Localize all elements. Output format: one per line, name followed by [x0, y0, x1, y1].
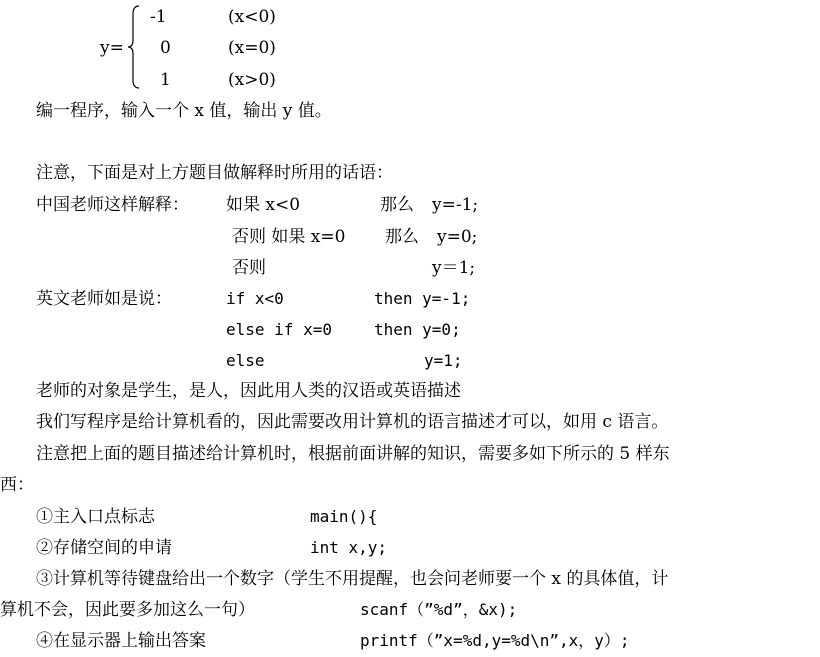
cn-line-result: y=0;	[437, 227, 478, 247]
item-label: ③计算机等待键盘给出一个数字（学生不用提醒，也会问老师要一个 x 的具体值，计	[36, 569, 669, 589]
note-intro: 注意，下面是对上方题目做解释时所用的话语：	[36, 163, 393, 183]
case-condition: (x<0)	[228, 7, 276, 27]
case-condition: (x=0)	[228, 38, 276, 58]
case-condition: (x>0)	[228, 70, 276, 90]
en-line-condition: else	[226, 351, 265, 370]
formula-lhs: y=	[100, 38, 124, 58]
en-line-then: y=1;	[424, 351, 463, 370]
cn-line-then: 那么	[380, 195, 414, 215]
item-label-continued: 算机不会，因此要多加这么一句）	[0, 600, 255, 620]
item-code: main(){	[310, 507, 378, 526]
item-code: printf（”x=%d,y=%d\n”,x，y）;	[360, 631, 630, 650]
item-label: ④在显示器上输出答案	[36, 631, 206, 651]
cn-line-result: y=-1;	[432, 195, 479, 215]
left-brace	[126, 4, 142, 90]
en-line-then: then y=0;	[374, 320, 461, 339]
paragraph: 我们写程序是给计算机看的，因此需要改用计算机的语言描述才可以，如用 c 语言。	[36, 412, 669, 432]
paragraph: 西：	[0, 475, 34, 495]
item-code: scanf（”%d”，&x);	[360, 600, 518, 619]
cn-line-condition: 如果 x<0	[226, 195, 301, 215]
cn-line-condition: 否则	[232, 258, 266, 278]
paragraph: 注意把上面的题目描述给计算机时，根据前面讲解的知识，需要多如下所示的 5 样东	[36, 444, 670, 464]
cn-line-result: y＝1;	[432, 258, 476, 278]
item-code: int x,y;	[310, 538, 388, 557]
task-statement: 编一程序，输入一个 x 值，输出 y 值。	[36, 101, 332, 121]
cn-line-condition: 否则 如果 x=0	[232, 227, 346, 247]
item-label: ②存储空间的申请	[36, 538, 172, 558]
case-value: 0	[160, 38, 171, 58]
item-label: ①主入口点标志	[36, 507, 155, 527]
cn-teacher-label: 中国老师这样解释：	[36, 195, 189, 215]
en-line-then: then y=-1;	[374, 289, 471, 308]
case-value: -1	[150, 7, 167, 27]
paragraph: 老师的对象是学生，是人，因此用人类的汉语或英语描述	[36, 381, 461, 401]
case-value: 1	[160, 70, 171, 90]
en-line-condition: else if x=0	[226, 320, 332, 339]
en-line-condition: if x<0	[226, 289, 284, 308]
en-teacher-label: 英文老师如是说：	[36, 289, 172, 309]
cn-line-then: 那么	[385, 227, 419, 247]
